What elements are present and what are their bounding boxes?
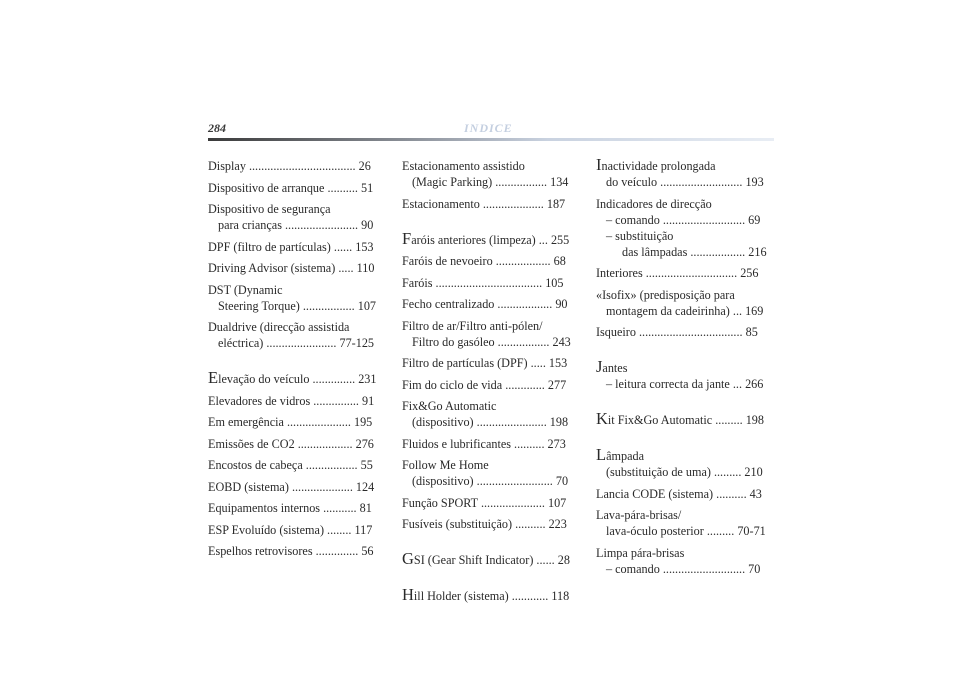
index-entry-text: Driving Advisor (sistema) ..... 110 bbox=[208, 261, 375, 275]
index-entry-text: Dispositivo de arranque .......... 51 bbox=[208, 180, 374, 195]
index-entry-text: (substituição de uma) ......... 210 bbox=[606, 465, 763, 479]
index-entry-title bbox=[402, 398, 582, 414]
index-entry-title bbox=[402, 552, 582, 568]
index-entry-subline bbox=[596, 464, 776, 480]
index-entry bbox=[402, 588, 582, 604]
index-entry-text: levação do veículo .............. 231 bbox=[218, 372, 377, 386]
index-entry-text: it Fix&Go Automatic ......... 198 bbox=[607, 413, 764, 427]
index-entry bbox=[596, 486, 776, 502]
index-entry-subline bbox=[596, 523, 776, 539]
index-entry bbox=[208, 414, 388, 430]
index-entry bbox=[208, 282, 388, 314]
index-entry-text: Função SPORT ..................... 107 bbox=[402, 495, 567, 510]
index-entry bbox=[208, 393, 388, 409]
index-entry-subline bbox=[402, 334, 582, 350]
index-entry bbox=[402, 436, 582, 452]
index-entry-title bbox=[208, 180, 388, 196]
index-entry-title bbox=[208, 282, 388, 298]
index-entry-title bbox=[208, 239, 388, 255]
header-rule bbox=[208, 138, 774, 141]
index-entry-text: Interiores .............................. 256 bbox=[596, 266, 759, 280]
index-entry bbox=[402, 158, 582, 190]
index-entry-title bbox=[402, 495, 582, 511]
index-entry-subline bbox=[596, 561, 776, 577]
index-entry-text: ESP Evoluído (sistema) ........ 117 bbox=[208, 522, 373, 537]
index-entry-subline bbox=[596, 228, 776, 244]
index-entry-title bbox=[596, 545, 776, 561]
index-entry-text: Em emergência ..................... 195 bbox=[208, 415, 373, 429]
index-entry-text: Fim do ciclo de vida ............. 277 bbox=[402, 377, 567, 392]
index-entry-title bbox=[402, 355, 582, 371]
index-entry-title bbox=[208, 522, 388, 538]
page-title: INDICE bbox=[464, 121, 513, 135]
index-entry-title bbox=[402, 253, 582, 269]
index-entry-subline bbox=[208, 335, 388, 351]
index-entry-text: âmpada bbox=[606, 449, 644, 463]
index-entry-title bbox=[402, 296, 582, 312]
index-column-3 bbox=[596, 158, 776, 582]
index-entry-text: para crianças ........................ 90 bbox=[218, 218, 374, 232]
index-entry-text: aróis anteriores (limpeza) ... 255 bbox=[411, 232, 570, 247]
index-entry-title bbox=[402, 158, 582, 174]
index-entry-text: Steering Torque) ................. 107 bbox=[218, 298, 377, 313]
index-entry-text: Espelhos retrovisores .............. 56 bbox=[208, 544, 374, 558]
index-entry bbox=[596, 287, 776, 319]
index-entry-text: Isqueiro .................................. 85 bbox=[596, 325, 758, 339]
index-entry bbox=[208, 371, 388, 387]
index-entry-text: Indicadores de direcção bbox=[596, 196, 712, 211]
index-entry-title bbox=[596, 507, 776, 523]
index-entry-title bbox=[596, 196, 776, 212]
index-entry-title bbox=[596, 360, 776, 376]
index-entry-subline bbox=[402, 414, 582, 430]
index-entry-title bbox=[402, 457, 582, 473]
index-entry-text: (Magic Parking) ................. 134 bbox=[412, 175, 569, 189]
index-entry-title bbox=[208, 158, 388, 174]
index-entry-title bbox=[208, 393, 388, 409]
index-entry-text: Filtro de partículas (DPF) ..... 153 bbox=[402, 356, 568, 370]
section-initial: G bbox=[402, 552, 414, 568]
index-entry-title bbox=[402, 232, 582, 248]
section-initial: F bbox=[402, 231, 412, 248]
index-entry-title bbox=[402, 318, 582, 334]
index-entry bbox=[208, 436, 388, 452]
index-entry-title bbox=[596, 448, 776, 464]
index-entry-title bbox=[208, 457, 388, 473]
index-entry bbox=[596, 360, 776, 392]
section-initial: E bbox=[208, 371, 219, 387]
index-entry-text: DST (Dynamic bbox=[208, 282, 283, 297]
index-entry-title bbox=[402, 588, 582, 604]
index-entry-text: eléctrica) ....................... 77-125 bbox=[218, 336, 375, 350]
index-entry bbox=[402, 457, 582, 489]
index-entry-text: Estacionamento .................... 187 bbox=[402, 196, 566, 211]
index-entry-title bbox=[596, 486, 776, 502]
index-entry-text: Display ................................... 26 bbox=[208, 159, 371, 173]
index-entry bbox=[208, 158, 388, 174]
index-entry-title bbox=[208, 414, 388, 430]
index-entry-text: – leitura correcta da jante ... 266 bbox=[606, 377, 764, 391]
index-entry-text: (dispositivo) ....................... 198 bbox=[412, 415, 569, 429]
index-entry bbox=[208, 180, 388, 196]
index-entry-text: nactividade prolongada bbox=[601, 159, 716, 173]
section-initial: I bbox=[596, 158, 602, 174]
index-entry-subline bbox=[596, 303, 776, 319]
index-entry-title bbox=[596, 324, 776, 340]
index-entry-title bbox=[208, 543, 388, 559]
index-entry bbox=[596, 265, 776, 281]
index-entry-text: Elevadores de vidros ............... 91 bbox=[208, 393, 375, 408]
index-entry-title bbox=[208, 500, 388, 516]
index-entry-text: Fix&Go Automatic bbox=[402, 399, 497, 413]
index-entry-text: lava-óculo posterior ......... 70-71 bbox=[606, 524, 766, 538]
index-entry-text: montagem da cadeirinha) ... 169 bbox=[606, 303, 764, 318]
index-entry-subline bbox=[596, 244, 776, 260]
index-entry-title bbox=[402, 516, 582, 532]
index-entry bbox=[402, 495, 582, 511]
section-initial: H bbox=[402, 588, 414, 604]
index-entry bbox=[402, 232, 582, 248]
index-entry bbox=[208, 479, 388, 495]
index-entry-text: SI (Gear Shift Indicator) ...... 28 bbox=[413, 553, 570, 567]
index-entry-text: das lâmpadas .................. 216 bbox=[622, 244, 767, 259]
index-entry bbox=[402, 355, 582, 371]
index-entry-text: do veículo ........................... 193 bbox=[606, 175, 764, 189]
index-entry-title bbox=[402, 436, 582, 452]
index-column-1 bbox=[208, 158, 388, 565]
index-entry-title bbox=[208, 319, 388, 335]
index-entry-subline bbox=[208, 217, 388, 233]
index-entry bbox=[208, 522, 388, 538]
index-entry-text: Lancia CODE (sistema) .......... 43 bbox=[596, 486, 762, 501]
index-entry-text: antes bbox=[602, 361, 628, 375]
index-entry bbox=[402, 552, 582, 568]
index-entry-title bbox=[596, 412, 776, 428]
index-entry-text: Estacionamento assistido bbox=[402, 159, 525, 173]
index-entry-text: Emissões de CO2 .................. 276 bbox=[208, 436, 374, 451]
index-entry-title bbox=[596, 158, 776, 174]
index-entry-text: Filtro de ar/Filtro anti-pólen/ bbox=[402, 318, 543, 333]
index-entry bbox=[596, 196, 776, 260]
index-entry bbox=[208, 543, 388, 559]
index-entry-text: Dualdrive (direcção assistida bbox=[208, 320, 350, 334]
index-entry-subline bbox=[596, 174, 776, 190]
index-entry bbox=[208, 201, 388, 233]
index-entry-title bbox=[402, 196, 582, 212]
index-entry bbox=[208, 260, 388, 276]
section-initial: K bbox=[596, 412, 608, 428]
index-entry bbox=[402, 196, 582, 212]
index-entry-text: EOBD (sistema) .................... 124 bbox=[208, 479, 375, 494]
index-entry-subline bbox=[596, 376, 776, 392]
index-entry bbox=[208, 319, 388, 351]
index-entry-title bbox=[208, 371, 388, 387]
index-entry-text: – substituição bbox=[606, 228, 674, 243]
index-entry bbox=[402, 377, 582, 393]
index-entry-title bbox=[596, 287, 776, 303]
index-entry-text: «Isofix» (predisposição para bbox=[596, 287, 735, 302]
index-entry bbox=[596, 412, 776, 428]
index-entry-title bbox=[596, 265, 776, 281]
index-entry bbox=[596, 158, 776, 190]
index-entry-text: Lava-pára-brisas/ bbox=[596, 508, 682, 522]
index-entry-text: Equipamentos internos ........... 81 bbox=[208, 501, 372, 515]
index-entry-text: – comando ........................... 70 bbox=[606, 561, 761, 576]
index-entry bbox=[402, 253, 582, 269]
index-entry-text: Limpa pára-brisas bbox=[596, 545, 685, 560]
index-entry bbox=[402, 398, 582, 430]
page-header bbox=[208, 121, 774, 143]
index-entry-title bbox=[208, 260, 388, 276]
index-entry-subline bbox=[208, 298, 388, 314]
section-initial: J bbox=[596, 360, 603, 376]
index-entry-text: DPF (filtro de partículas) ...... 153 bbox=[208, 239, 374, 254]
index-entry bbox=[402, 516, 582, 532]
index-entry-text: Follow Me Home bbox=[402, 458, 489, 472]
index-entry bbox=[402, 275, 582, 291]
index-entry-text: (dispositivo) ......................... 70 bbox=[412, 474, 569, 488]
index-entry bbox=[208, 500, 388, 516]
section-initial: L bbox=[596, 448, 607, 464]
index-entry-subline bbox=[402, 473, 582, 489]
index-entry-text: – comando ........................... 69 bbox=[606, 212, 761, 227]
index-entry bbox=[208, 457, 388, 473]
index-entry bbox=[402, 318, 582, 350]
index-entry bbox=[402, 296, 582, 312]
index-entry-text: Faróis ................................... 105 bbox=[402, 275, 564, 290]
index-entry-text: Encostos de cabeça ................. 55 bbox=[208, 458, 373, 472]
index-entry-text: Dispositivo de segurança bbox=[208, 202, 331, 216]
index-entry-subline bbox=[596, 212, 776, 228]
index-entry-text: Filtro do gasóleo ................. 243 bbox=[412, 334, 571, 349]
index-entry-subline bbox=[402, 174, 582, 190]
index-entry bbox=[596, 545, 776, 577]
index-column-2 bbox=[402, 158, 582, 610]
index-entry bbox=[596, 448, 776, 480]
index-entry-title bbox=[402, 275, 582, 291]
index-entry-title bbox=[208, 479, 388, 495]
index-entry-text: Fluidos e lubrificantes .......... 273 bbox=[402, 436, 566, 451]
index-entry-text: ill Holder (sistema) ............ 118 bbox=[413, 589, 570, 603]
index-entry-text: Faróis de nevoeiro .................. 68 bbox=[402, 254, 566, 268]
index-entry-title bbox=[402, 377, 582, 393]
index-entry-text: Fusíveis (substituição) .......... 223 bbox=[402, 517, 567, 531]
index-entry-title bbox=[208, 436, 388, 452]
index-entry-text: Fecho centralizado .................. 90 bbox=[402, 297, 568, 311]
page-number: 284 bbox=[208, 121, 226, 135]
index-entry bbox=[596, 507, 776, 539]
index-entry bbox=[596, 324, 776, 340]
index-entry bbox=[208, 239, 388, 255]
index-entry-title bbox=[208, 201, 388, 217]
